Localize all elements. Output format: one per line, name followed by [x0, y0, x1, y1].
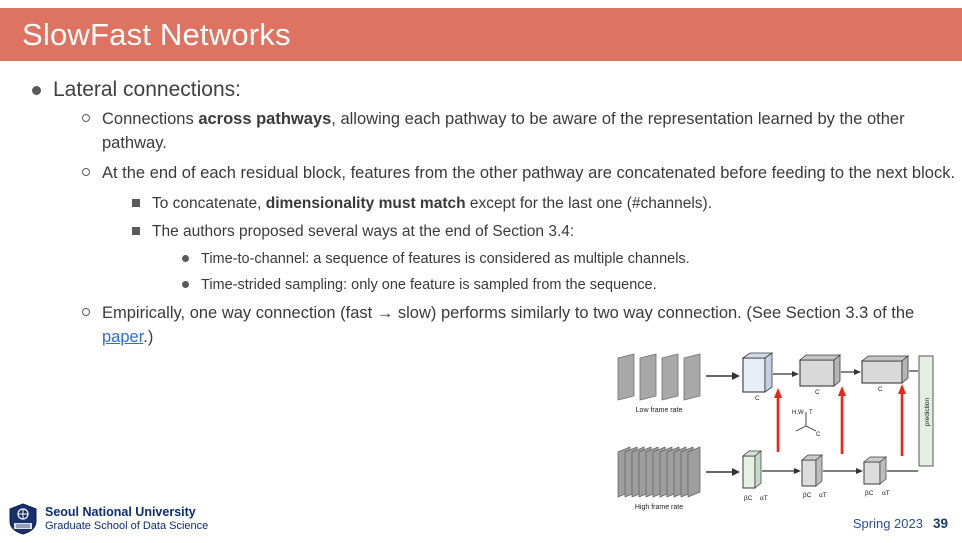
- lateral-connections: [774, 384, 906, 456]
- slow-c2-label: C: [815, 389, 820, 396]
- list-item: [0, 162, 962, 186]
- paper-link[interactable]: paper: [102, 327, 144, 346]
- slide-title-bar: [0, 8, 962, 61]
- footer-right: [853, 516, 948, 531]
- text-part: except for the last one (#channels).: [465, 194, 712, 212]
- bullet-disc-icon: [182, 255, 189, 262]
- fast-c3-label: βC: [865, 490, 874, 497]
- list-item-text: [102, 108, 962, 156]
- bullet-level1-label: Lateral connections:: [53, 78, 241, 101]
- bullet-square-icon: [132, 227, 140, 235]
- slow-c1-label: C: [755, 395, 760, 402]
- fast-input-frames: [618, 447, 700, 497]
- list-item-text: Time-strided sampling: only one feature is sampled from the sequence.: [201, 277, 657, 294]
- page-title: SlowFast Networks: [22, 16, 291, 52]
- list-item-text: At the end of each residual block, features from the other pathway are concatenated before feeding to the next block.: [102, 163, 956, 182]
- text-part-bold: dimensionality must match: [265, 194, 466, 212]
- fast-t2-label: αT: [819, 492, 827, 499]
- bullet-square-icon: [132, 199, 140, 207]
- list-item: [0, 249, 962, 269]
- list-item-text: [152, 193, 962, 215]
- footer-logo: [8, 503, 208, 535]
- snu-crest-icon: [8, 503, 38, 535]
- bullet-level1: [0, 78, 962, 102]
- text-part: , allowing each pathway to be aware of the representation learned by the other pathway.: [102, 110, 905, 152]
- axis-t-label: T: [809, 410, 813, 416]
- slow-pathway-blocks: [743, 353, 908, 392]
- list-item: [0, 193, 962, 215]
- slide-body: [0, 72, 962, 350]
- high-frame-rate-label: High frame rate: [634, 504, 684, 511]
- bullet-circle-icon: [82, 114, 90, 122]
- list-item: [0, 275, 962, 295]
- axis-indicator: [792, 410, 821, 438]
- text-part: .): [143, 327, 154, 346]
- page-number: 39: [932, 516, 948, 531]
- text-part: Empirically, one way connection (fast → slow) performs similarly to two way connection. (See Section 3.3 of the: [102, 303, 915, 322]
- list-item-text: The authors proposed several ways at the end of Section 3.4:: [152, 223, 575, 241]
- list-item: [0, 221, 962, 243]
- low-frame-rate-label: Low frame rate: [635, 407, 683, 414]
- prediction-bar: [919, 356, 933, 466]
- university-name-line1: Seoul National University: [45, 505, 196, 520]
- list-item-text: [102, 302, 962, 350]
- list-item-text: Time-to-channel: a sequence of features is considered as multiple channels.: [201, 251, 690, 268]
- axis-c-label: C: [816, 432, 821, 438]
- bullet-disc-icon: [182, 281, 189, 288]
- text-part: Connections: [102, 110, 199, 128]
- fast-c2-label: βC: [803, 492, 812, 499]
- term-label: Spring 2023: [852, 516, 923, 531]
- university-name: [45, 505, 208, 532]
- text-part-bold: across pathways: [198, 110, 332, 128]
- fast-t3-label: αT: [882, 490, 890, 497]
- fast-t1-label: αT: [760, 495, 768, 502]
- axis-hw-label: H,W: [792, 410, 804, 416]
- slow-input-frames: [618, 354, 700, 400]
- list-item: [0, 108, 962, 156]
- text-part: To concatenate,: [152, 194, 266, 212]
- bullet-disc-icon: [32, 86, 41, 95]
- bullet-circle-icon: [82, 168, 90, 176]
- slowfast-architecture-figure: [610, 352, 948, 512]
- prediction-label: prediction: [924, 397, 931, 427]
- university-name-line2: Graduate School of Data Science: [45, 519, 209, 532]
- slow-c3-label: C: [878, 386, 883, 393]
- fast-c1-label: βC: [744, 495, 753, 502]
- list-item: [0, 302, 962, 350]
- bullet-circle-icon: [82, 308, 90, 316]
- fast-pathway-blocks: [743, 451, 886, 488]
